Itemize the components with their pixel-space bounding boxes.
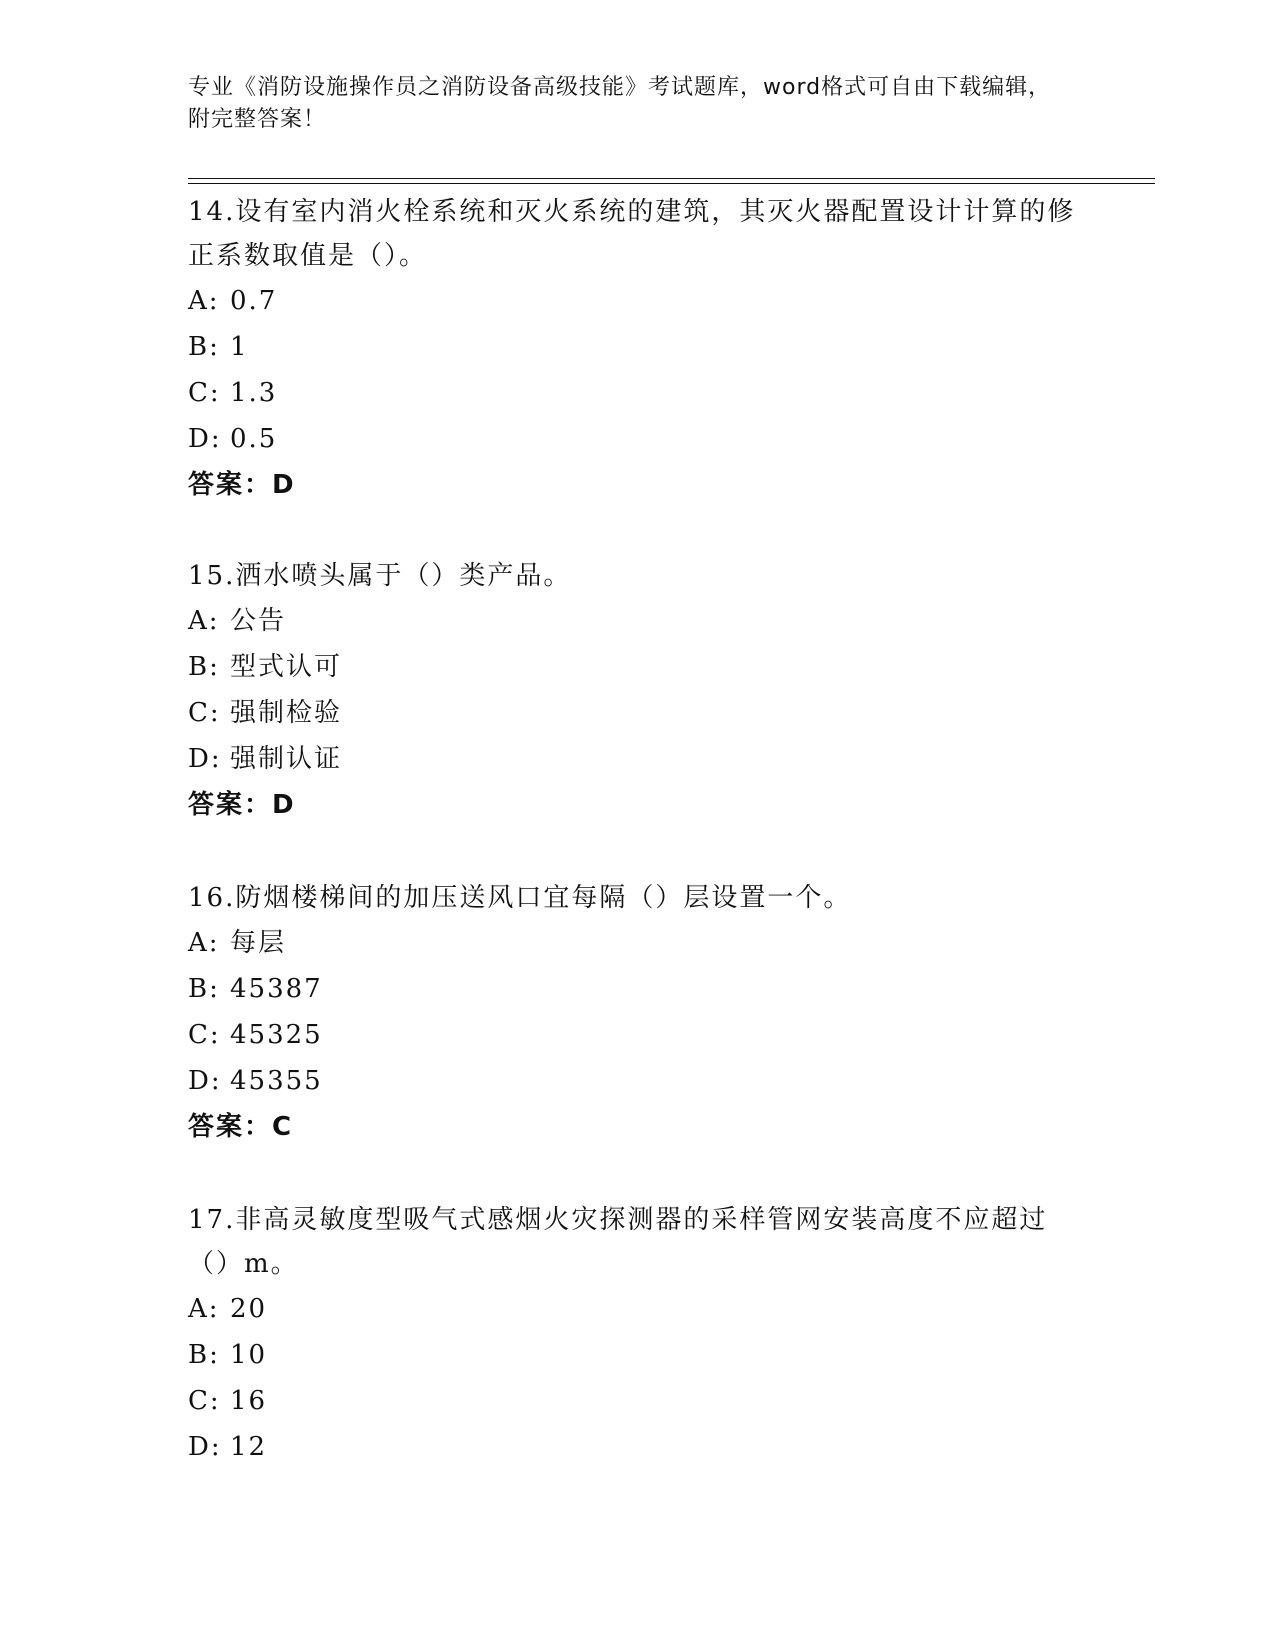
option-label: B:	[188, 332, 220, 362]
option-text: 12	[230, 1432, 268, 1462]
option-label: B:	[188, 1340, 220, 1370]
option-a	[188, 598, 1088, 644]
option-label: A:	[188, 286, 220, 316]
option-text: 0.7	[230, 286, 278, 316]
question-16	[188, 876, 1088, 1150]
option-label: A:	[188, 606, 220, 636]
option-label: C:	[188, 378, 221, 408]
option-text: 0.5	[230, 424, 278, 454]
option-text: 45325	[230, 1020, 323, 1050]
option-text: 10	[230, 1340, 268, 1370]
question-stem: 16.防烟楼梯间的加压送风口宜每隔（）层设置一个。	[188, 883, 852, 913]
option-a	[188, 278, 1088, 324]
option-label: C:	[188, 1020, 221, 1050]
option-text: 1	[230, 332, 249, 362]
option-c	[188, 1012, 1088, 1058]
option-text: 每层	[230, 928, 287, 958]
option-d	[188, 736, 1088, 782]
option-text: 20	[230, 1294, 268, 1324]
option-text: 16	[230, 1386, 268, 1416]
option-d	[188, 1058, 1088, 1104]
answer: 答案：D	[188, 790, 296, 820]
question-stem: 14.设有室内消火栓系统和灭火系统的建筑，其灭火器配置设计计算的修正系数取值是（）。	[188, 197, 1076, 271]
option-b	[188, 1332, 1088, 1378]
option-label: A:	[188, 928, 220, 958]
option-text: 型式认可	[230, 652, 343, 682]
option-text: 强制检验	[230, 698, 343, 728]
question-17	[188, 1198, 1088, 1470]
option-label: A:	[188, 1294, 220, 1324]
answer: 答案：D	[188, 470, 296, 500]
option-text: 1.3	[230, 378, 278, 408]
question-stem: 17.非高灵敏度型吸气式感烟火灾探测器的采样管网安装高度不应超过（）m。	[188, 1205, 1048, 1279]
header-divider-top	[188, 178, 1155, 179]
option-d	[188, 1424, 1088, 1470]
question-15	[188, 554, 1088, 828]
option-label: D:	[188, 744, 222, 774]
option-b	[188, 966, 1088, 1012]
option-b	[188, 644, 1088, 690]
option-label: D:	[188, 1066, 222, 1096]
option-label: D:	[188, 424, 222, 454]
option-label: B:	[188, 652, 220, 682]
option-c	[188, 370, 1088, 416]
answer: 答案：C	[188, 1112, 294, 1142]
option-text: 45387	[230, 974, 323, 1004]
option-label: B:	[188, 974, 220, 1004]
option-c	[188, 690, 1088, 736]
option-label: C:	[188, 1386, 221, 1416]
option-d	[188, 416, 1088, 462]
document-header: 专业《消防设施操作员之消防设备高级技能》考试题库，word格式可自由下载编辑，附完整答案！	[188, 75, 1052, 132]
header-divider-bottom	[188, 183, 1155, 184]
option-label: D:	[188, 1432, 222, 1462]
option-c	[188, 1378, 1088, 1424]
option-a	[188, 1286, 1088, 1332]
question-14	[188, 190, 1088, 508]
option-b	[188, 324, 1088, 370]
option-label: C:	[188, 698, 221, 728]
option-a	[188, 920, 1088, 966]
option-text: 强制认证	[230, 744, 343, 774]
option-text: 45355	[230, 1066, 323, 1096]
option-text: 公告	[230, 606, 287, 636]
question-stem: 15.洒水喷头属于（）类产品。	[188, 561, 572, 591]
